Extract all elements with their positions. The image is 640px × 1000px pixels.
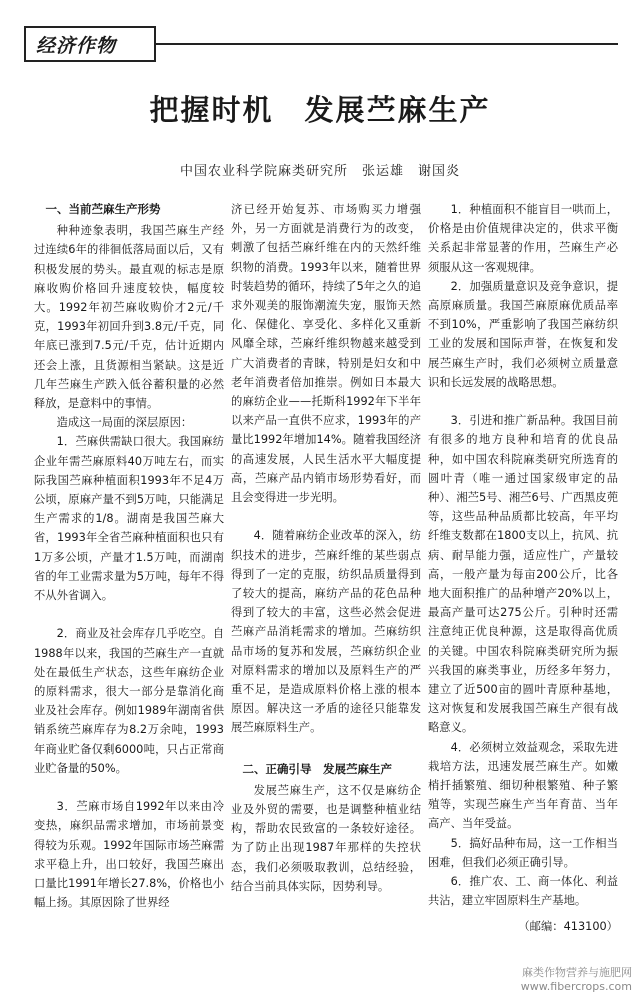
paragraph: 2．商业及社会库存几乎吃空。自1988年以来，我国的苎麻生产一直就处在最低生产状态，这些年麻纺企业的原料需求，很大一部分是靠消化商业及社会库存。例如1989年湖南省供销系统苎麻库存为8.2万余吨，1993年商业贮备仅剩6000吨，只占正常商业贮备量的50%。 xyxy=(34,627,224,775)
paragraph: 济已经开始复苏、市场购买力增强外，另一方面就是消费行为的改变，刺激了包括苎麻纤维在内的天然纤维织物的消费。1993年以来，随着世界时装趋势的循环，持续了5年之久的追求外观美的服饰潮流失宠，服饰天然化、保健化、享受化、多样化又重新风靡全球，苎麻纤维织物越来越受到广大消费者的青睐，特别是妇女和中老年消费者倍加推崇。例如日本最大的麻纺企业——托斯科1992年下半年以来产品一直供不应求，1993年的产量比1992年增加14%。随着我国经济的高速发展，人民生活水平大幅度提高，苎麻产品内销市场形势看好，而且会变得进一步光明。 xyxy=(231,203,421,505)
text-column-2 xyxy=(231,200,421,896)
article-title: 把握时机 发展苎麻生产 xyxy=(149,93,491,127)
article-authors: 中国农业科学院麻类研究所 张运雄 谢国炎 xyxy=(179,164,460,179)
text-column-3 xyxy=(428,200,618,936)
text-column-1 xyxy=(34,200,224,912)
paragraph: 3．苎麻市场自1992年以来由冷变热，麻织品需求增加，市场前景变得较为乐观。1992年国际市场苎麻需求平稳上升，出口较好，我国苎麻出口量比1991年增长27.8%，价格也小幅上扬。其原因除了世界经 xyxy=(34,800,224,910)
paragraph: 2．加强质量意识及竞争意识，提高原麻质量。我国苎麻原麻优质品率不到10%，严重影响了我国苎麻纺织工业的发展和国际声誉，在恢复和发展苎麻生产时，我们必须树立质量意识和长远发展的战略思想。 xyxy=(428,279,618,389)
paragraph: 6．推广农、工、商一体化、利益共沾，建立牢固原料生产基地。 xyxy=(428,875,618,908)
paragraph: 发展苎麻生产，这不仅是麻纺企业及外贸的需要，也是调整种植业结构，帮助农民致富的一条较好途径。为了防止出现1987年那样的失控状态，我们必须吸取教训，总结经验，结合当前具体实际，因势利导。 xyxy=(231,783,421,893)
section-label: 经济作物 xyxy=(36,34,117,57)
paragraph: 1．种植面积不能盲目一哄而上，价格是由价值规律决定的，供求平衡关系起非常显著的作用，苎麻生产必须服从这一客观规律。 xyxy=(428,203,618,274)
paragraph: 种种迹象表明，我国苎麻生产经过连续6年的徘徊低落局面以后，又有积极发展的势头。最直观的标志是原麻收购价格回升速度较快，幅度较大。1992年初苎麻收购价才2元/千克，1993年初回升到3.8元/千克，同年底已涨到7.5元/千克，估计近期内还会上涨，且货源相当紧缺。这是近几年苎麻生产跌入低谷蓄积量的必然释放，是意料中的事情。 xyxy=(34,224,224,411)
section-heading-1: 一、当前苎麻生产形势 xyxy=(45,202,161,216)
postal-code: （邮编：413100） xyxy=(518,919,618,933)
paragraph: 4．必须树立效益观念，采取先进栽培方法，迅速发展苎麻生产。如嫩梢扦插繁殖、细切种根繁殖、种子繁殖等，实现苎麻生产当年育苗、当年高产、当年受益。 xyxy=(428,740,618,831)
paragraph: 造成这一局面的深层原因： xyxy=(56,416,193,430)
section-heading-2: 二、正确引导 发展苎麻生产 xyxy=(242,761,392,776)
paragraph: 1．苎麻供需缺口很大。我国麻纺企业年需苎麻原料40万吨左右，而实际我国苎麻种植面积1993年不足4万公顷，原麻产量不到5万吨，只能满足生产需求的1/8。湖南是我国苎麻大省，1993年全省苎麻种植面积也只有1万多公顷，产量才1.5万吨，而湖南省的年工业需求量为5万吨，每年不得不从外省调入。 xyxy=(34,435,224,603)
paragraph: 4．随着麻纺企业改革的深入，纺织技术的进步，苎麻纤维的某些弱点得到了一定的克服，纺织品质量得到了较大的提高，麻纺产品的花色品种得到了较大的丰富，这些必然会促进苎麻产品消耗需求的增加。苎麻纺织品市场的复苏和发展，苎麻纺织企业对原料需求的增加以及原料生产的严重不足，是造成原料价格上涨的根本原因。解决这一矛盾的途径只能靠发展苎麻原料生产。 xyxy=(231,529,421,735)
watermark-line-2: www.fibercrops.com xyxy=(520,980,632,993)
watermark-line-1: 麻类作物营养与施肥网 xyxy=(522,966,632,979)
header-rule xyxy=(156,43,618,45)
paragraph: 5．搞好品种布局，这一工作相当困难，但我们必须正确引导。 xyxy=(428,836,618,869)
section-tag xyxy=(24,26,156,62)
paragraph: 3．引进和推广新品种。我国目前有很多的地方良种和培育的优良品种，如中国农科院麻类研究所选育的圆叶青（唯一通过国家级审定的品种）、湘苎5号、湘苎6号、广西黑皮蔸等，这些品种品质都比较高，年平均纤维支数都在1800支以上，抗风、抗病、耐旱能力强，适应性广，产量较高，一般产量为每亩200公斤，比各地大面积推广的品种增产20%以上，最高产量可达275公斤。引种时还需注意纯正优良种源，这是取得高优质的关键。中国农科院麻类研究所为振兴我国的麻类事业，历经多年努力，建立了近500亩的圆叶青原种基地，这对恢复和发展我国苎麻生产很有战略意义。 xyxy=(428,414,618,735)
site-watermark xyxy=(521,966,632,994)
